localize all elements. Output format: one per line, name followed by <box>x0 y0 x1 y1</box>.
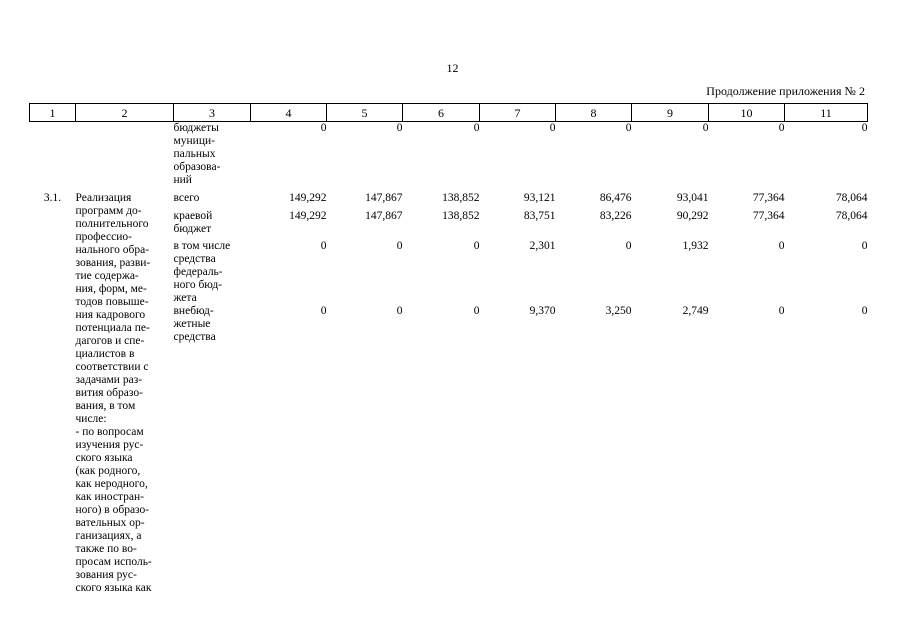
table-cell: 77,364 <box>752 210 785 222</box>
table-cell: 93,041 <box>676 192 709 204</box>
funding-source: внебюд- жетные средства <box>173 305 216 343</box>
table-cell: 86,476 <box>599 192 632 204</box>
table-row <box>30 192 868 210</box>
table-cell: 0 <box>473 305 480 317</box>
table-cell: 0 <box>473 122 480 134</box>
row-number <box>30 122 76 193</box>
table-row <box>30 122 868 193</box>
column-header: 5 <box>327 104 403 122</box>
table-cell: 0 <box>861 240 868 252</box>
table-cell: 1,932 <box>682 240 709 252</box>
column-header: 3 <box>174 104 251 122</box>
table-cell: 2,301 <box>529 240 556 252</box>
funding-source: бюджеты муници- пальных образова- ний <box>173 122 221 186</box>
table-cell: 78,064 <box>835 192 868 204</box>
table-cell: 0 <box>778 305 785 317</box>
funding-source: краевой бюджет <box>173 210 213 235</box>
table-cell: 0 <box>702 122 709 134</box>
table-cell: 83,226 <box>599 210 632 222</box>
table-cell: 3,250 <box>605 305 632 317</box>
table-cell: 0 <box>320 305 327 317</box>
table-cell: 147,867 <box>365 192 403 204</box>
column-header: 11 <box>785 104 868 122</box>
column-header: 8 <box>556 104 632 122</box>
table-cell: 2,749 <box>682 305 709 317</box>
table-cell: 77,364 <box>752 192 785 204</box>
table-cell: 0 <box>396 305 403 317</box>
table-cell: 0 <box>625 240 632 252</box>
table-cell: 0 <box>396 122 403 134</box>
table-cell: 0 <box>861 305 868 317</box>
column-header: 9 <box>632 104 709 122</box>
column-header: 4 <box>251 104 327 122</box>
table-cell: 9,370 <box>529 305 556 317</box>
column-header: 2 <box>76 104 174 122</box>
table-cell: 138,852 <box>442 192 480 204</box>
funding-table <box>29 103 868 635</box>
row-number: 3.1. <box>43 192 62 204</box>
table-cell: 78,064 <box>835 210 868 222</box>
table-cell: 149,292 <box>289 192 327 204</box>
funding-source: в том числе средства федераль- ного бюд- жета <box>173 240 231 304</box>
table-cell: 0 <box>320 240 327 252</box>
table-cell: 0 <box>320 122 327 134</box>
column-header: 1 <box>30 104 76 122</box>
table-cell: 0 <box>396 240 403 252</box>
table-cell: 0 <box>549 122 556 134</box>
column-header: 10 <box>709 104 785 122</box>
table-cell: 90,292 <box>676 210 709 222</box>
table-cell: 0 <box>473 240 480 252</box>
row-name: Реализация программ до- полнительного профессио- нального обра- зования, разви- тие содержа- ния, форм, ме- тодов повыше- ния кадрового потенциала пе- дагогов и спе- циалистов в соответствии с задачами раз- вития образо- вания, в том числе: - по вопросам изучения рус- ского языка (как родного, как неродного, как иностран- ного) в образо- вательных ор- ганизациях, а также по во- просам исполь- зования рус- ского языка как <box>75 192 152 594</box>
table-cell: 0 <box>861 122 868 134</box>
table-cell: 0 <box>778 240 785 252</box>
funding-source: всего <box>173 192 200 204</box>
table-cell: 138,852 <box>442 210 480 222</box>
table-cell: 0 <box>625 122 632 134</box>
table-cell: 0 <box>778 122 785 134</box>
table-cell: 93,121 <box>523 192 556 204</box>
table-cell: 149,292 <box>289 210 327 222</box>
column-header: 6 <box>403 104 480 122</box>
table-cell: 83,751 <box>523 210 556 222</box>
page-number: 12 <box>446 61 459 75</box>
column-header: 7 <box>480 104 556 122</box>
column-number-row <box>30 104 868 122</box>
table-cell: 147,867 <box>365 210 403 222</box>
row-name <box>76 122 174 193</box>
continuation-label: Продолжение приложения № 2 <box>706 84 865 98</box>
